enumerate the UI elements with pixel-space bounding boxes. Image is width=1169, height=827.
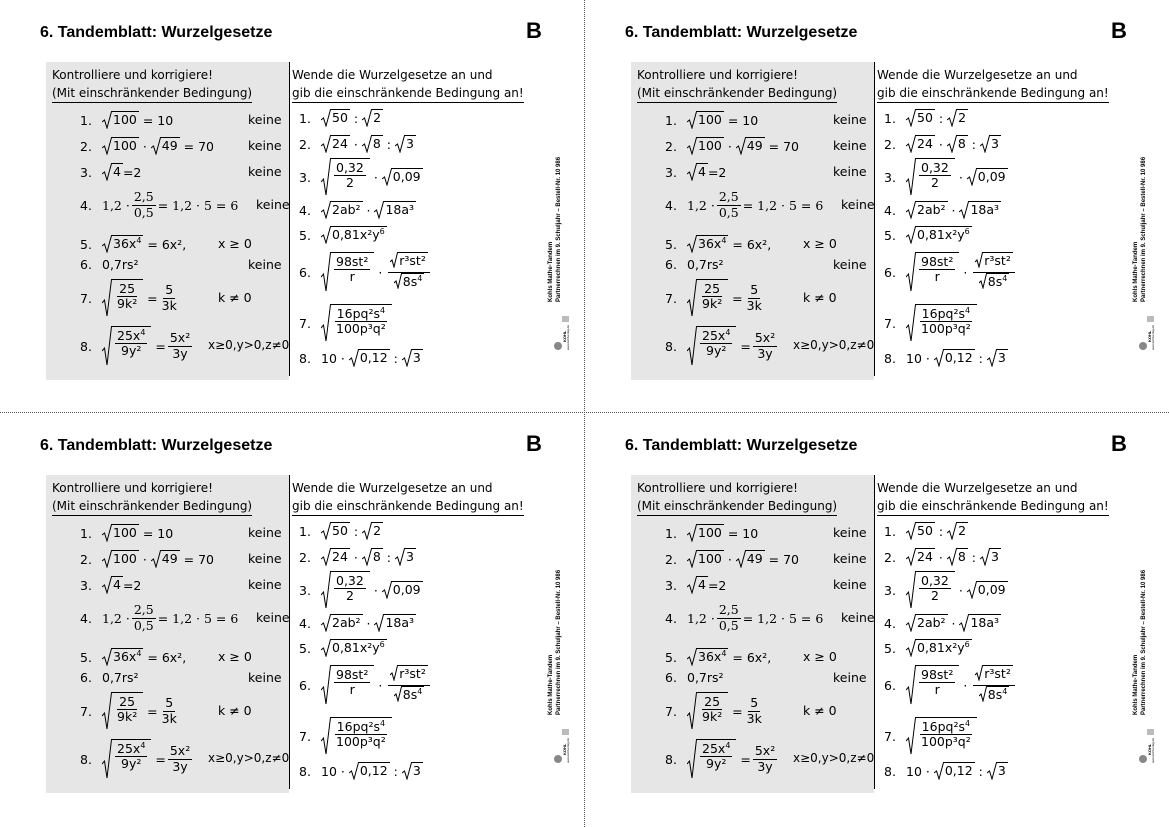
left-item: 2. 100 · 49 = 70 keine bbox=[80, 138, 282, 154]
exercise-item: 3. $\frac{0,32}{2}$ · 0,09 bbox=[299, 570, 423, 610]
publisher-imprint: Kohls Mathe-Tandem Partnerrechnen im 9. Schuljahr – Bestell-Nr. 10 986 bbox=[1133, 569, 1147, 715]
left-item: 7. $\frac{25}{\text{9k²}}$ = $\frac{5}{3k}$ k ≠ 0 bbox=[80, 278, 181, 318]
exercise-item: 4. 2ab² · 18a³ bbox=[884, 202, 1000, 218]
exercise-item: 7. $\frac{16pq^2s^4}{\text{100p³q²}}$ bbox=[299, 303, 392, 343]
left-item: 3. 4 =2 keine bbox=[80, 164, 282, 180]
exercise-item: 3. $\frac{0,32}{2}$ · 0,09 bbox=[884, 570, 1008, 610]
exercise-item: 3. $\frac{0,32}{2}$ · 0,09 bbox=[299, 157, 423, 197]
left-item: 7. $\frac{25}{\text{9k²}}$ = $\frac{5}{3k}$ k ≠ 0 bbox=[665, 691, 766, 731]
column-divider bbox=[874, 475, 875, 789]
column-divider bbox=[289, 62, 290, 376]
left-item: 2. 100 · 49 = 70 keine bbox=[665, 138, 867, 154]
exercise-item: 1. 50 : 2 bbox=[299, 523, 382, 539]
left-header: Kontrolliere und korrigiere! (Mit einschränkender Bedingung) bbox=[637, 66, 837, 103]
left-item: 5. $36x^4$ = 6x², x ≥ 0 bbox=[80, 648, 252, 665]
exercise-item: 3. $\frac{0,32}{2}$ · 0,09 bbox=[884, 157, 1008, 197]
tandem-card bbox=[0, 413, 584, 826]
left-item: 1. 100 = 10 keine bbox=[665, 525, 867, 541]
exercise-item: 7. $\frac{16pq^2s^4}{\text{100p³q²}}$ bbox=[884, 716, 977, 756]
exercise-item: 6. $\frac{\text{98st²}}{r}$ · r³st² $8s^4$ bbox=[884, 663, 1017, 707]
tandem-card bbox=[0, 0, 584, 413]
left-item: 3. 4 =2 keine bbox=[80, 577, 282, 593]
exercise-item: 7. $\frac{16pq^2s^4}{\text{100p³q²}}$ bbox=[884, 303, 977, 343]
left-item: 6. 0,7rs² keine bbox=[80, 670, 282, 685]
publisher-logo: KOHL www.kohlverlag.de bbox=[553, 725, 569, 765]
exercise-item: 5. $0,81x^2y^6$ bbox=[299, 226, 385, 243]
left-item: 8. $\frac{25x^4}{\text{9y²}}$ = $\frac{\text{5x²}}{3y}$ x≥0,y>0,z≠0 bbox=[665, 738, 779, 780]
card-title: 6. Tandemblatt: Wurzelgesetze bbox=[625, 24, 858, 41]
left-item: 6. 0,7rs² keine bbox=[665, 670, 867, 685]
exercise-item: 6. $\frac{\text{98st²}}{r}$ · r³st² $8s^4$ bbox=[299, 250, 432, 294]
exercise-item: 1. 50 : 2 bbox=[884, 110, 967, 126]
variant-letter: B bbox=[526, 431, 542, 456]
exercise-item: 8. 10 · 0,12 : 3 bbox=[884, 763, 1006, 779]
left-item: 1. 100 = 10 keine bbox=[80, 112, 282, 128]
exercise-item: 1. 50 : 2 bbox=[299, 110, 382, 126]
right-header: Wende die Wurzelgesetze an und gib die einschränkende Bedingung an! bbox=[292, 66, 524, 103]
exercise-item: 2. 24 · 8 : 3 bbox=[299, 136, 414, 152]
exercise-item: 6. $\frac{\text{98st²}}{r}$ · r³st² $8s^4$ bbox=[299, 663, 432, 707]
left-item: 2. 100 · 49 = 70 keine bbox=[665, 551, 867, 567]
exercise-item: 4. 2ab² · 18a³ bbox=[299, 615, 415, 631]
right-header: Wende die Wurzelgesetze an und gib die einschränkende Bedingung an! bbox=[877, 66, 1109, 103]
publisher-imprint: Kohls Mathe-Tandem Partnerrechnen im 9. Schuljahr – Bestell-Nr. 10 986 bbox=[548, 156, 562, 302]
tandem-card bbox=[585, 413, 1169, 826]
left-item: 4. 1,2 · $\frac{2,5}{0,5}$ = 1,2 · 5 = 6 keine bbox=[665, 602, 875, 633]
column-divider bbox=[289, 475, 290, 789]
left-item: 6. 0,7rs² keine bbox=[80, 257, 282, 272]
variant-letter: B bbox=[526, 18, 542, 43]
left-item: 7. $\frac{25}{\text{9k²}}$ = $\frac{5}{3k}$ k ≠ 0 bbox=[80, 691, 181, 731]
left-item: 1. 100 = 10 keine bbox=[665, 112, 867, 128]
exercise-item: 8. 10 · 0,12 : 3 bbox=[299, 763, 421, 779]
left-header: Kontrolliere und korrigiere! (Mit einschränkender Bedingung) bbox=[637, 479, 837, 516]
exercise-item: 5. $0,81x^2y^6$ bbox=[299, 639, 385, 656]
exercise-item: 4. 2ab² · 18a³ bbox=[884, 615, 1000, 631]
left-item: 3. 4 =2 keine bbox=[665, 577, 867, 593]
column-divider bbox=[874, 62, 875, 376]
left-item: 4. 1,2 · $\frac{2,5}{0,5}$ = 1,2 · 5 = 6 keine bbox=[80, 189, 290, 220]
publisher-logo: KOHL www.kohlverlag.de bbox=[1138, 725, 1154, 765]
publisher-logo: KOHL www.kohlverlag.de bbox=[553, 312, 569, 352]
left-item: 7. $\frac{25}{\text{9k²}}$ = $\frac{5}{3k}$ k ≠ 0 bbox=[665, 278, 766, 318]
left-item: 4. 1,2 · $\frac{2,5}{0,5}$ = 1,2 · 5 = 6 keine bbox=[80, 602, 290, 633]
exercise-item: 8. 10 · 0,12 : 3 bbox=[884, 350, 1006, 366]
left-item: 1. 100 = 10 keine bbox=[80, 525, 282, 541]
exercise-item: 5. $0,81x^2y^6$ bbox=[884, 226, 970, 243]
left-header: Kontrolliere und korrigiere! (Mit einschränkender Bedingung) bbox=[52, 66, 252, 103]
exercise-item: 2. 24 · 8 : 3 bbox=[299, 549, 414, 565]
exercise-item: 2. 24 · 8 : 3 bbox=[884, 136, 999, 152]
card-title: 6. Tandemblatt: Wurzelgesetze bbox=[40, 24, 273, 41]
right-header: Wende die Wurzelgesetze an und gib die einschränkende Bedingung an! bbox=[292, 479, 524, 516]
exercise-item: 4. 2ab² · 18a³ bbox=[299, 202, 415, 218]
left-item: 3. 4 =2 keine bbox=[665, 164, 867, 180]
exercise-item: 2. 24 · 8 : 3 bbox=[884, 549, 999, 565]
left-item: 6. 0,7rs² keine bbox=[665, 257, 867, 272]
left-item: 5. $36x^4$ = 6x², x ≥ 0 bbox=[665, 648, 837, 665]
left-item: 8. $\frac{25x^4}{\text{9y²}}$ = $\frac{\text{5x²}}{3y}$ x≥0,y>0,z≠0 bbox=[80, 325, 194, 367]
left-item: 8. $\frac{25x^4}{\text{9y²}}$ = $\frac{\text{5x²}}{3y}$ x≥0,y>0,z≠0 bbox=[665, 325, 779, 367]
left-item: 4. 1,2 · $\frac{2,5}{0,5}$ = 1,2 · 5 = 6 keine bbox=[665, 189, 875, 220]
left-header: Kontrolliere und korrigiere! (Mit einschränkender Bedingung) bbox=[52, 479, 252, 516]
publisher-imprint: Kohls Mathe-Tandem Partnerrechnen im 9. Schuljahr – Bestell-Nr. 10 986 bbox=[548, 569, 562, 715]
variant-letter: B bbox=[1111, 431, 1127, 456]
variant-letter: B bbox=[1111, 18, 1127, 43]
publisher-imprint: Kohls Mathe-Tandem Partnerrechnen im 9. Schuljahr – Bestell-Nr. 10 986 bbox=[1133, 156, 1147, 302]
card-title: 6. Tandemblatt: Wurzelgesetze bbox=[40, 437, 273, 454]
left-item: 8. $\frac{25x^4}{\text{9y²}}$ = $\frac{\text{5x²}}{3y}$ x≥0,y>0,z≠0 bbox=[80, 738, 194, 780]
exercise-item: 1. 50 : 2 bbox=[884, 523, 967, 539]
exercise-item: 6. $\frac{\text{98st²}}{r}$ · r³st² $8s^4$ bbox=[884, 250, 1017, 294]
exercise-item: 5. $0,81x^2y^6$ bbox=[884, 639, 970, 656]
left-item: 5. $36x^4$ = 6x², x ≥ 0 bbox=[665, 235, 837, 252]
exercise-item: 8. 10 · 0,12 : 3 bbox=[299, 350, 421, 366]
publisher-logo: KOHL www.kohlverlag.de bbox=[1138, 312, 1154, 352]
right-header: Wende die Wurzelgesetze an und gib die einschränkende Bedingung an! bbox=[877, 479, 1109, 516]
exercise-item: 7. $\frac{16pq^2s^4}{\text{100p³q²}}$ bbox=[299, 716, 392, 756]
tandem-card bbox=[585, 0, 1169, 413]
left-item: 5. $36x^4$ = 6x², x ≥ 0 bbox=[80, 235, 252, 252]
left-item: 2. 100 · 49 = 70 keine bbox=[80, 551, 282, 567]
card-title: 6. Tandemblatt: Wurzelgesetze bbox=[625, 437, 858, 454]
